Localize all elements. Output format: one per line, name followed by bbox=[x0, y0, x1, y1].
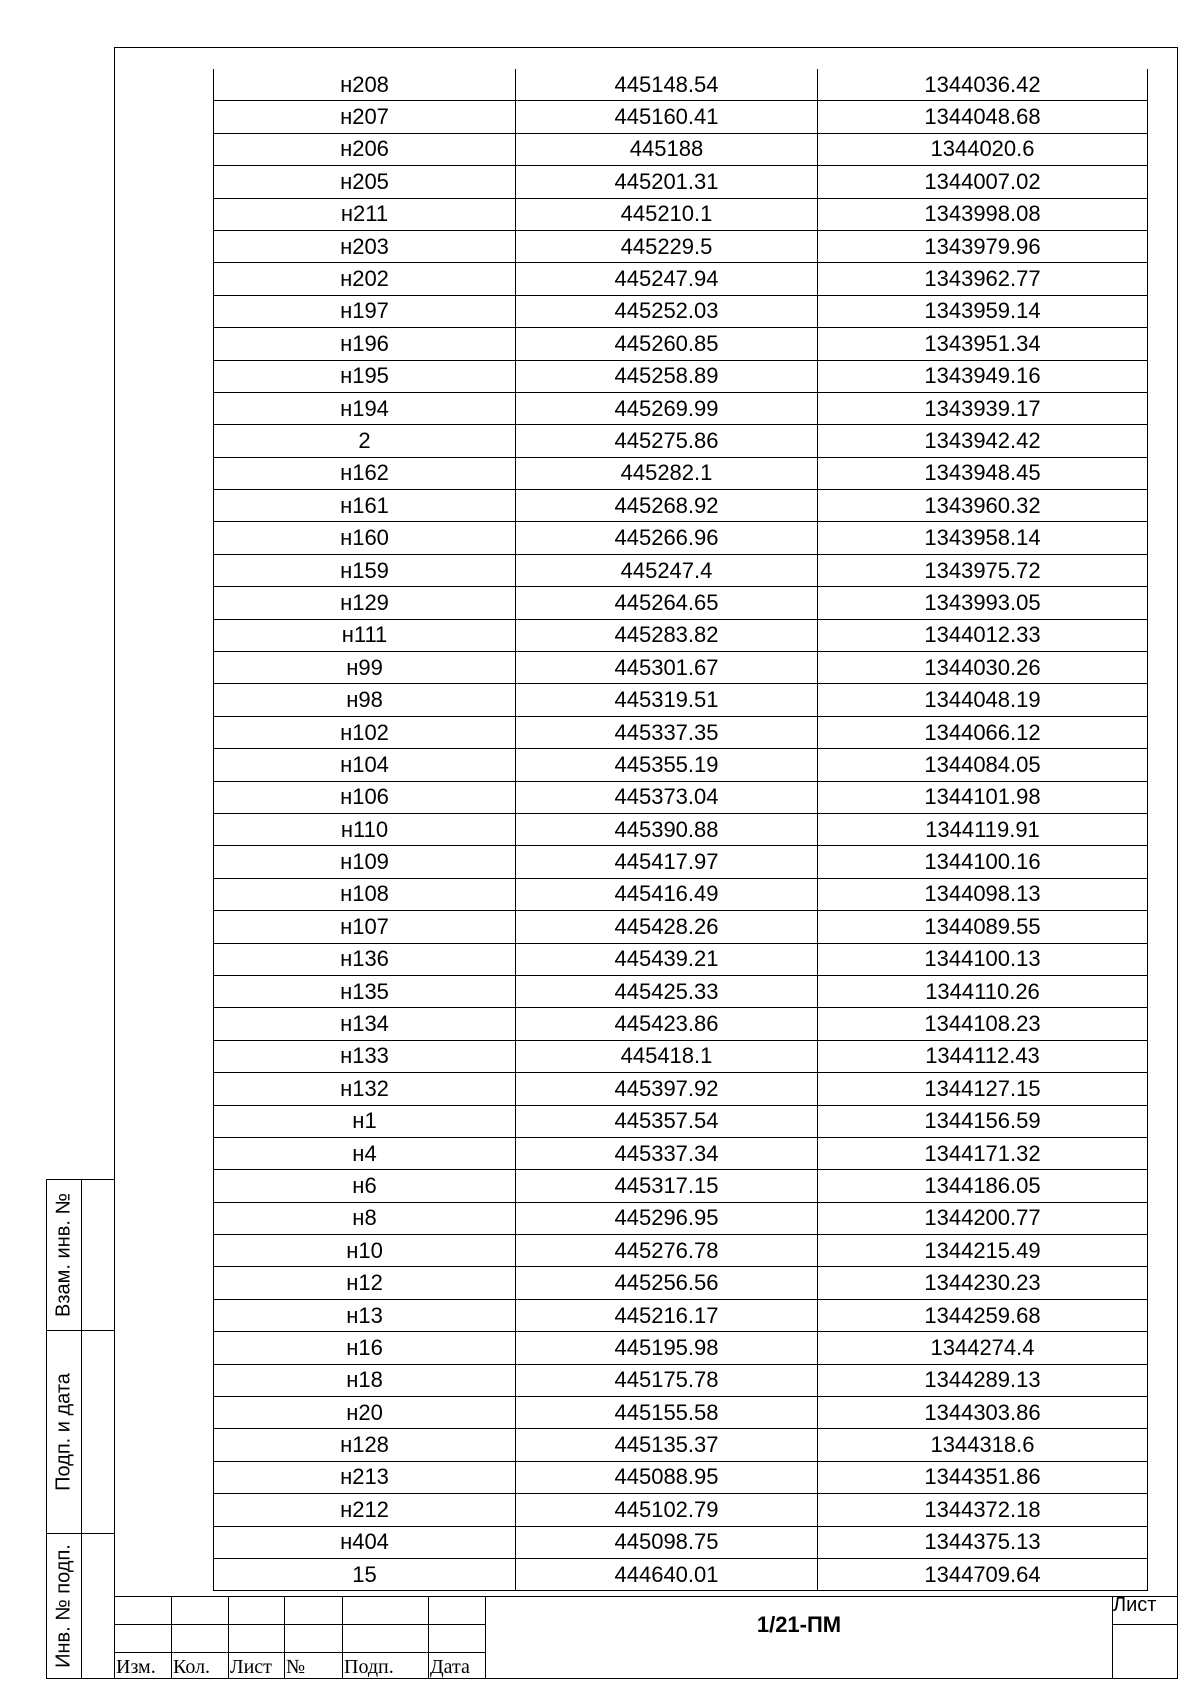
x-coordinate-cell: 445355.19 bbox=[516, 749, 818, 781]
x-coordinate-cell: 445269.99 bbox=[516, 392, 818, 424]
x-coordinate-cell: 445373.04 bbox=[516, 781, 818, 813]
vzam-inv-label: Взам. инв. № bbox=[52, 1193, 75, 1317]
point-name-cell: н128 bbox=[214, 1429, 516, 1461]
y-coordinate-cell: 1344303.86 bbox=[818, 1397, 1148, 1429]
point-name-cell: н160 bbox=[214, 522, 516, 554]
col-podp-label: Подп. bbox=[344, 1656, 394, 1678]
table-row bbox=[214, 425, 1148, 457]
title-block-col-line bbox=[342, 1596, 343, 1679]
y-coordinate-cell: 1344048.68 bbox=[818, 101, 1148, 133]
x-coordinate-cell: 445175.78 bbox=[516, 1364, 818, 1396]
x-coordinate-cell: 445266.96 bbox=[516, 522, 818, 554]
point-name-cell: н212 bbox=[214, 1494, 516, 1526]
x-coordinate-cell: 445247.94 bbox=[516, 263, 818, 295]
x-coordinate-cell: 444640.01 bbox=[516, 1558, 818, 1590]
table-row bbox=[214, 360, 1148, 392]
y-coordinate-cell: 1344100.16 bbox=[818, 846, 1148, 878]
table-row bbox=[214, 1202, 1148, 1234]
coordinates-table-body bbox=[214, 69, 1148, 1591]
table-row bbox=[214, 69, 1148, 101]
point-name-cell: н18 bbox=[214, 1364, 516, 1396]
x-coordinate-cell: 445337.35 bbox=[516, 716, 818, 748]
table-row bbox=[214, 392, 1148, 424]
point-name-cell: н206 bbox=[214, 133, 516, 165]
x-coordinate-cell: 445417.97 bbox=[516, 846, 818, 878]
side-stamp-vzam-inv bbox=[46, 1179, 114, 1331]
table-row bbox=[214, 1267, 1148, 1299]
table-row bbox=[214, 975, 1148, 1007]
table-row bbox=[214, 166, 1148, 198]
table-row bbox=[214, 490, 1148, 522]
y-coordinate-cell: 1344084.05 bbox=[818, 749, 1148, 781]
x-coordinate-cell: 445088.95 bbox=[516, 1461, 818, 1493]
y-coordinate-cell: 1344259.68 bbox=[818, 1299, 1148, 1331]
table-row bbox=[214, 652, 1148, 684]
x-coordinate-cell: 445268.92 bbox=[516, 490, 818, 522]
y-coordinate-cell: 1344171.32 bbox=[818, 1137, 1148, 1169]
table-row bbox=[214, 1461, 1148, 1493]
y-coordinate-cell: 1343939.17 bbox=[818, 392, 1148, 424]
point-name-cell: н104 bbox=[214, 749, 516, 781]
y-coordinate-cell: 1344351.86 bbox=[818, 1461, 1148, 1493]
table-row bbox=[214, 878, 1148, 910]
point-name-cell: н132 bbox=[214, 1073, 516, 1105]
y-coordinate-cell: 1343962.77 bbox=[818, 263, 1148, 295]
x-coordinate-cell: 445397.92 bbox=[516, 1073, 818, 1105]
x-coordinate-cell: 445423.86 bbox=[516, 1008, 818, 1040]
table-row bbox=[214, 619, 1148, 651]
point-name-cell: н10 bbox=[214, 1235, 516, 1267]
point-name-cell: н197 bbox=[214, 295, 516, 327]
document-code: 1/21-ПМ bbox=[756, 1612, 842, 1637]
table-row bbox=[214, 911, 1148, 943]
x-coordinate-cell: 445252.03 bbox=[516, 295, 818, 327]
x-coordinate-cell: 445195.98 bbox=[516, 1332, 818, 1364]
point-name-cell: н13 bbox=[214, 1299, 516, 1331]
table-row bbox=[214, 101, 1148, 133]
point-name-cell: н205 bbox=[214, 166, 516, 198]
table-row bbox=[214, 1040, 1148, 1072]
table-row bbox=[214, 846, 1148, 878]
table-row bbox=[214, 1137, 1148, 1169]
x-coordinate-cell: 445260.85 bbox=[516, 328, 818, 360]
inv-podl-label: Инв. № подп. bbox=[52, 1544, 75, 1668]
y-coordinate-cell: 1344230.23 bbox=[818, 1267, 1148, 1299]
table-row bbox=[214, 587, 1148, 619]
title-block-col-line bbox=[171, 1596, 172, 1679]
y-coordinate-cell: 1344100.13 bbox=[818, 943, 1148, 975]
y-coordinate-cell: 1344066.12 bbox=[818, 716, 1148, 748]
point-name-cell: н208 bbox=[214, 69, 516, 101]
point-name-cell: н1 bbox=[214, 1105, 516, 1137]
point-name-cell: н129 bbox=[214, 587, 516, 619]
table-row bbox=[214, 716, 1148, 748]
table-row bbox=[214, 230, 1148, 262]
x-coordinate-cell: 445155.58 bbox=[516, 1397, 818, 1429]
y-coordinate-cell: 1344048.19 bbox=[818, 684, 1148, 716]
table-row bbox=[214, 813, 1148, 845]
table-row bbox=[214, 1170, 1148, 1202]
point-name-cell: н98 bbox=[214, 684, 516, 716]
x-coordinate-cell: 445102.79 bbox=[516, 1494, 818, 1526]
y-coordinate-cell: 1343951.34 bbox=[818, 328, 1148, 360]
y-coordinate-cell: 1344372.18 bbox=[818, 1494, 1148, 1526]
y-coordinate-cell: 1344112.43 bbox=[818, 1040, 1148, 1072]
y-coordinate-cell: 1344375.13 bbox=[818, 1526, 1148, 1558]
point-name-cell: н404 bbox=[214, 1526, 516, 1558]
x-coordinate-cell: 445135.37 bbox=[516, 1429, 818, 1461]
y-coordinate-cell: 1343998.08 bbox=[818, 198, 1148, 230]
x-coordinate-cell: 445428.26 bbox=[516, 911, 818, 943]
point-name-cell: 15 bbox=[214, 1558, 516, 1590]
y-coordinate-cell: 1344020.6 bbox=[818, 133, 1148, 165]
y-coordinate-cell: 1343975.72 bbox=[818, 554, 1148, 586]
x-coordinate-cell: 445201.31 bbox=[516, 166, 818, 198]
point-name-cell: н4 bbox=[214, 1137, 516, 1169]
x-coordinate-cell: 445188 bbox=[516, 133, 818, 165]
y-coordinate-cell: 1344089.55 bbox=[818, 911, 1148, 943]
x-coordinate-cell: 445148.54 bbox=[516, 69, 818, 101]
x-coordinate-cell: 445317.15 bbox=[516, 1170, 818, 1202]
point-name-cell: н99 bbox=[214, 652, 516, 684]
podp-data-label: Подп. и дата bbox=[52, 1373, 75, 1491]
point-name-cell: н194 bbox=[214, 392, 516, 424]
y-coordinate-cell: 1344186.05 bbox=[818, 1170, 1148, 1202]
table-row bbox=[214, 522, 1148, 554]
y-coordinate-cell: 1344156.59 bbox=[818, 1105, 1148, 1137]
x-coordinate-cell: 445418.1 bbox=[516, 1040, 818, 1072]
point-name-cell: н211 bbox=[214, 198, 516, 230]
x-coordinate-cell: 445319.51 bbox=[516, 684, 818, 716]
side-stamp-label-cell bbox=[47, 1180, 82, 1330]
col-number-label: № bbox=[286, 1656, 306, 1678]
x-coordinate-cell: 445439.21 bbox=[516, 943, 818, 975]
table-row bbox=[214, 781, 1148, 813]
y-coordinate-cell: 1344274.4 bbox=[818, 1332, 1148, 1364]
table-row bbox=[214, 328, 1148, 360]
y-coordinate-cell: 1344012.33 bbox=[818, 619, 1148, 651]
table-row bbox=[214, 457, 1148, 489]
table-row bbox=[214, 1429, 1148, 1461]
point-name-cell: н12 bbox=[214, 1267, 516, 1299]
y-coordinate-cell: 1343958.14 bbox=[818, 522, 1148, 554]
col-data-label: Дата bbox=[430, 1656, 470, 1678]
y-coordinate-cell: 1344007.02 bbox=[818, 166, 1148, 198]
point-name-cell: н133 bbox=[214, 1040, 516, 1072]
x-coordinate-cell: 445098.75 bbox=[516, 1526, 818, 1558]
y-coordinate-cell: 1344030.26 bbox=[818, 652, 1148, 684]
y-coordinate-cell: 1344101.98 bbox=[818, 781, 1148, 813]
point-name-cell: н195 bbox=[214, 360, 516, 392]
table-row bbox=[214, 295, 1148, 327]
table-row bbox=[214, 1105, 1148, 1137]
col-kol-label: Кол. bbox=[173, 1656, 211, 1678]
table-row bbox=[214, 749, 1148, 781]
point-name-cell: н162 bbox=[214, 457, 516, 489]
point-name-cell: 2 bbox=[214, 425, 516, 457]
y-coordinate-cell: 1344200.77 bbox=[818, 1202, 1148, 1234]
table-row bbox=[214, 684, 1148, 716]
point-name-cell: н196 bbox=[214, 328, 516, 360]
x-coordinate-cell: 445425.33 bbox=[516, 975, 818, 1007]
point-name-cell: н207 bbox=[214, 101, 516, 133]
table-row bbox=[214, 1073, 1148, 1105]
coordinates-table bbox=[213, 69, 1148, 1591]
y-coordinate-cell: 1344119.91 bbox=[818, 813, 1148, 845]
point-name-cell: н8 bbox=[214, 1202, 516, 1234]
point-name-cell: н159 bbox=[214, 554, 516, 586]
y-coordinate-cell: 1344289.13 bbox=[818, 1364, 1148, 1396]
y-coordinate-cell: 1344215.49 bbox=[818, 1235, 1148, 1267]
point-name-cell: н6 bbox=[214, 1170, 516, 1202]
col-list-label: Лист bbox=[230, 1656, 272, 1678]
x-coordinate-cell: 445256.56 bbox=[516, 1267, 818, 1299]
table-row bbox=[214, 1008, 1148, 1040]
x-coordinate-cell: 445390.88 bbox=[516, 813, 818, 845]
x-coordinate-cell: 445247.4 bbox=[516, 554, 818, 586]
point-name-cell: н203 bbox=[214, 230, 516, 262]
title-block-top-line bbox=[114, 1596, 1178, 1597]
table-row bbox=[214, 1364, 1148, 1396]
x-coordinate-cell: 445258.89 bbox=[516, 360, 818, 392]
table-row bbox=[214, 1494, 1148, 1526]
y-coordinate-cell: 1343948.45 bbox=[818, 457, 1148, 489]
table-row bbox=[214, 943, 1148, 975]
col-izm-label: Изм. bbox=[116, 1656, 156, 1678]
x-coordinate-cell: 445301.67 bbox=[516, 652, 818, 684]
y-coordinate-cell: 1344110.26 bbox=[818, 975, 1148, 1007]
x-coordinate-cell: 445337.34 bbox=[516, 1137, 818, 1169]
table-row bbox=[214, 1299, 1148, 1331]
y-coordinate-cell: 1344098.13 bbox=[818, 878, 1148, 910]
table-row bbox=[214, 1397, 1148, 1429]
point-name-cell: н109 bbox=[214, 846, 516, 878]
side-stamp-podp-data bbox=[46, 1331, 114, 1534]
point-name-cell: н213 bbox=[214, 1461, 516, 1493]
point-name-cell: н136 bbox=[214, 943, 516, 975]
table-row bbox=[214, 198, 1148, 230]
x-coordinate-cell: 445216.17 bbox=[516, 1299, 818, 1331]
y-coordinate-cell: 1344709.64 bbox=[818, 1558, 1148, 1590]
point-name-cell: н135 bbox=[214, 975, 516, 1007]
point-name-cell: н134 bbox=[214, 1008, 516, 1040]
x-coordinate-cell: 445416.49 bbox=[516, 878, 818, 910]
x-coordinate-cell: 445210.1 bbox=[516, 198, 818, 230]
table-row bbox=[214, 1332, 1148, 1364]
y-coordinate-cell: 1343979.96 bbox=[818, 230, 1148, 262]
title-block-col-line bbox=[284, 1596, 285, 1679]
y-coordinate-cell: 1344108.23 bbox=[818, 1008, 1148, 1040]
side-stamp-inv-podl bbox=[46, 1534, 114, 1679]
point-name-cell: н202 bbox=[214, 263, 516, 295]
table-row bbox=[214, 554, 1148, 586]
x-coordinate-cell: 445296.95 bbox=[516, 1202, 818, 1234]
sheet-cell-line bbox=[1112, 1624, 1178, 1625]
y-coordinate-cell: 1343949.16 bbox=[818, 360, 1148, 392]
point-name-cell: н107 bbox=[214, 911, 516, 943]
x-coordinate-cell: 445276.78 bbox=[516, 1235, 818, 1267]
x-coordinate-cell: 445283.82 bbox=[516, 619, 818, 651]
title-block-col-line bbox=[228, 1596, 229, 1679]
table-row bbox=[214, 1526, 1148, 1558]
table-row bbox=[214, 263, 1148, 295]
side-stamp-label-cell bbox=[47, 1331, 82, 1533]
sheet-label: Лист bbox=[1113, 1594, 1157, 1616]
title-block-col-line bbox=[428, 1596, 429, 1679]
side-stamp-label-cell bbox=[47, 1534, 82, 1678]
y-coordinate-cell: 1344036.42 bbox=[818, 69, 1148, 101]
title-block-row-line bbox=[114, 1624, 485, 1625]
table-row bbox=[214, 1235, 1148, 1267]
x-coordinate-cell: 445264.65 bbox=[516, 587, 818, 619]
y-coordinate-cell: 1344127.15 bbox=[818, 1073, 1148, 1105]
y-coordinate-cell: 1343993.05 bbox=[818, 587, 1148, 619]
y-coordinate-cell: 1343942.42 bbox=[818, 425, 1148, 457]
title-block-row-line bbox=[114, 1652, 485, 1653]
y-coordinate-cell: 1344318.6 bbox=[818, 1429, 1148, 1461]
y-coordinate-cell: 1343960.32 bbox=[818, 490, 1148, 522]
x-coordinate-cell: 445160.41 bbox=[516, 101, 818, 133]
table-row bbox=[214, 1558, 1148, 1590]
x-coordinate-cell: 445229.5 bbox=[516, 230, 818, 262]
point-name-cell: н111 bbox=[214, 619, 516, 651]
x-coordinate-cell: 445357.54 bbox=[516, 1105, 818, 1137]
y-coordinate-cell: 1343959.14 bbox=[818, 295, 1148, 327]
x-coordinate-cell: 445275.86 bbox=[516, 425, 818, 457]
point-name-cell: н161 bbox=[214, 490, 516, 522]
point-name-cell: н16 bbox=[214, 1332, 516, 1364]
point-name-cell: н108 bbox=[214, 878, 516, 910]
point-name-cell: н106 bbox=[214, 781, 516, 813]
point-name-cell: н102 bbox=[214, 716, 516, 748]
x-coordinate-cell: 445282.1 bbox=[516, 457, 818, 489]
point-name-cell: н110 bbox=[214, 813, 516, 845]
point-name-cell: н20 bbox=[214, 1397, 516, 1429]
table-row bbox=[214, 133, 1148, 165]
